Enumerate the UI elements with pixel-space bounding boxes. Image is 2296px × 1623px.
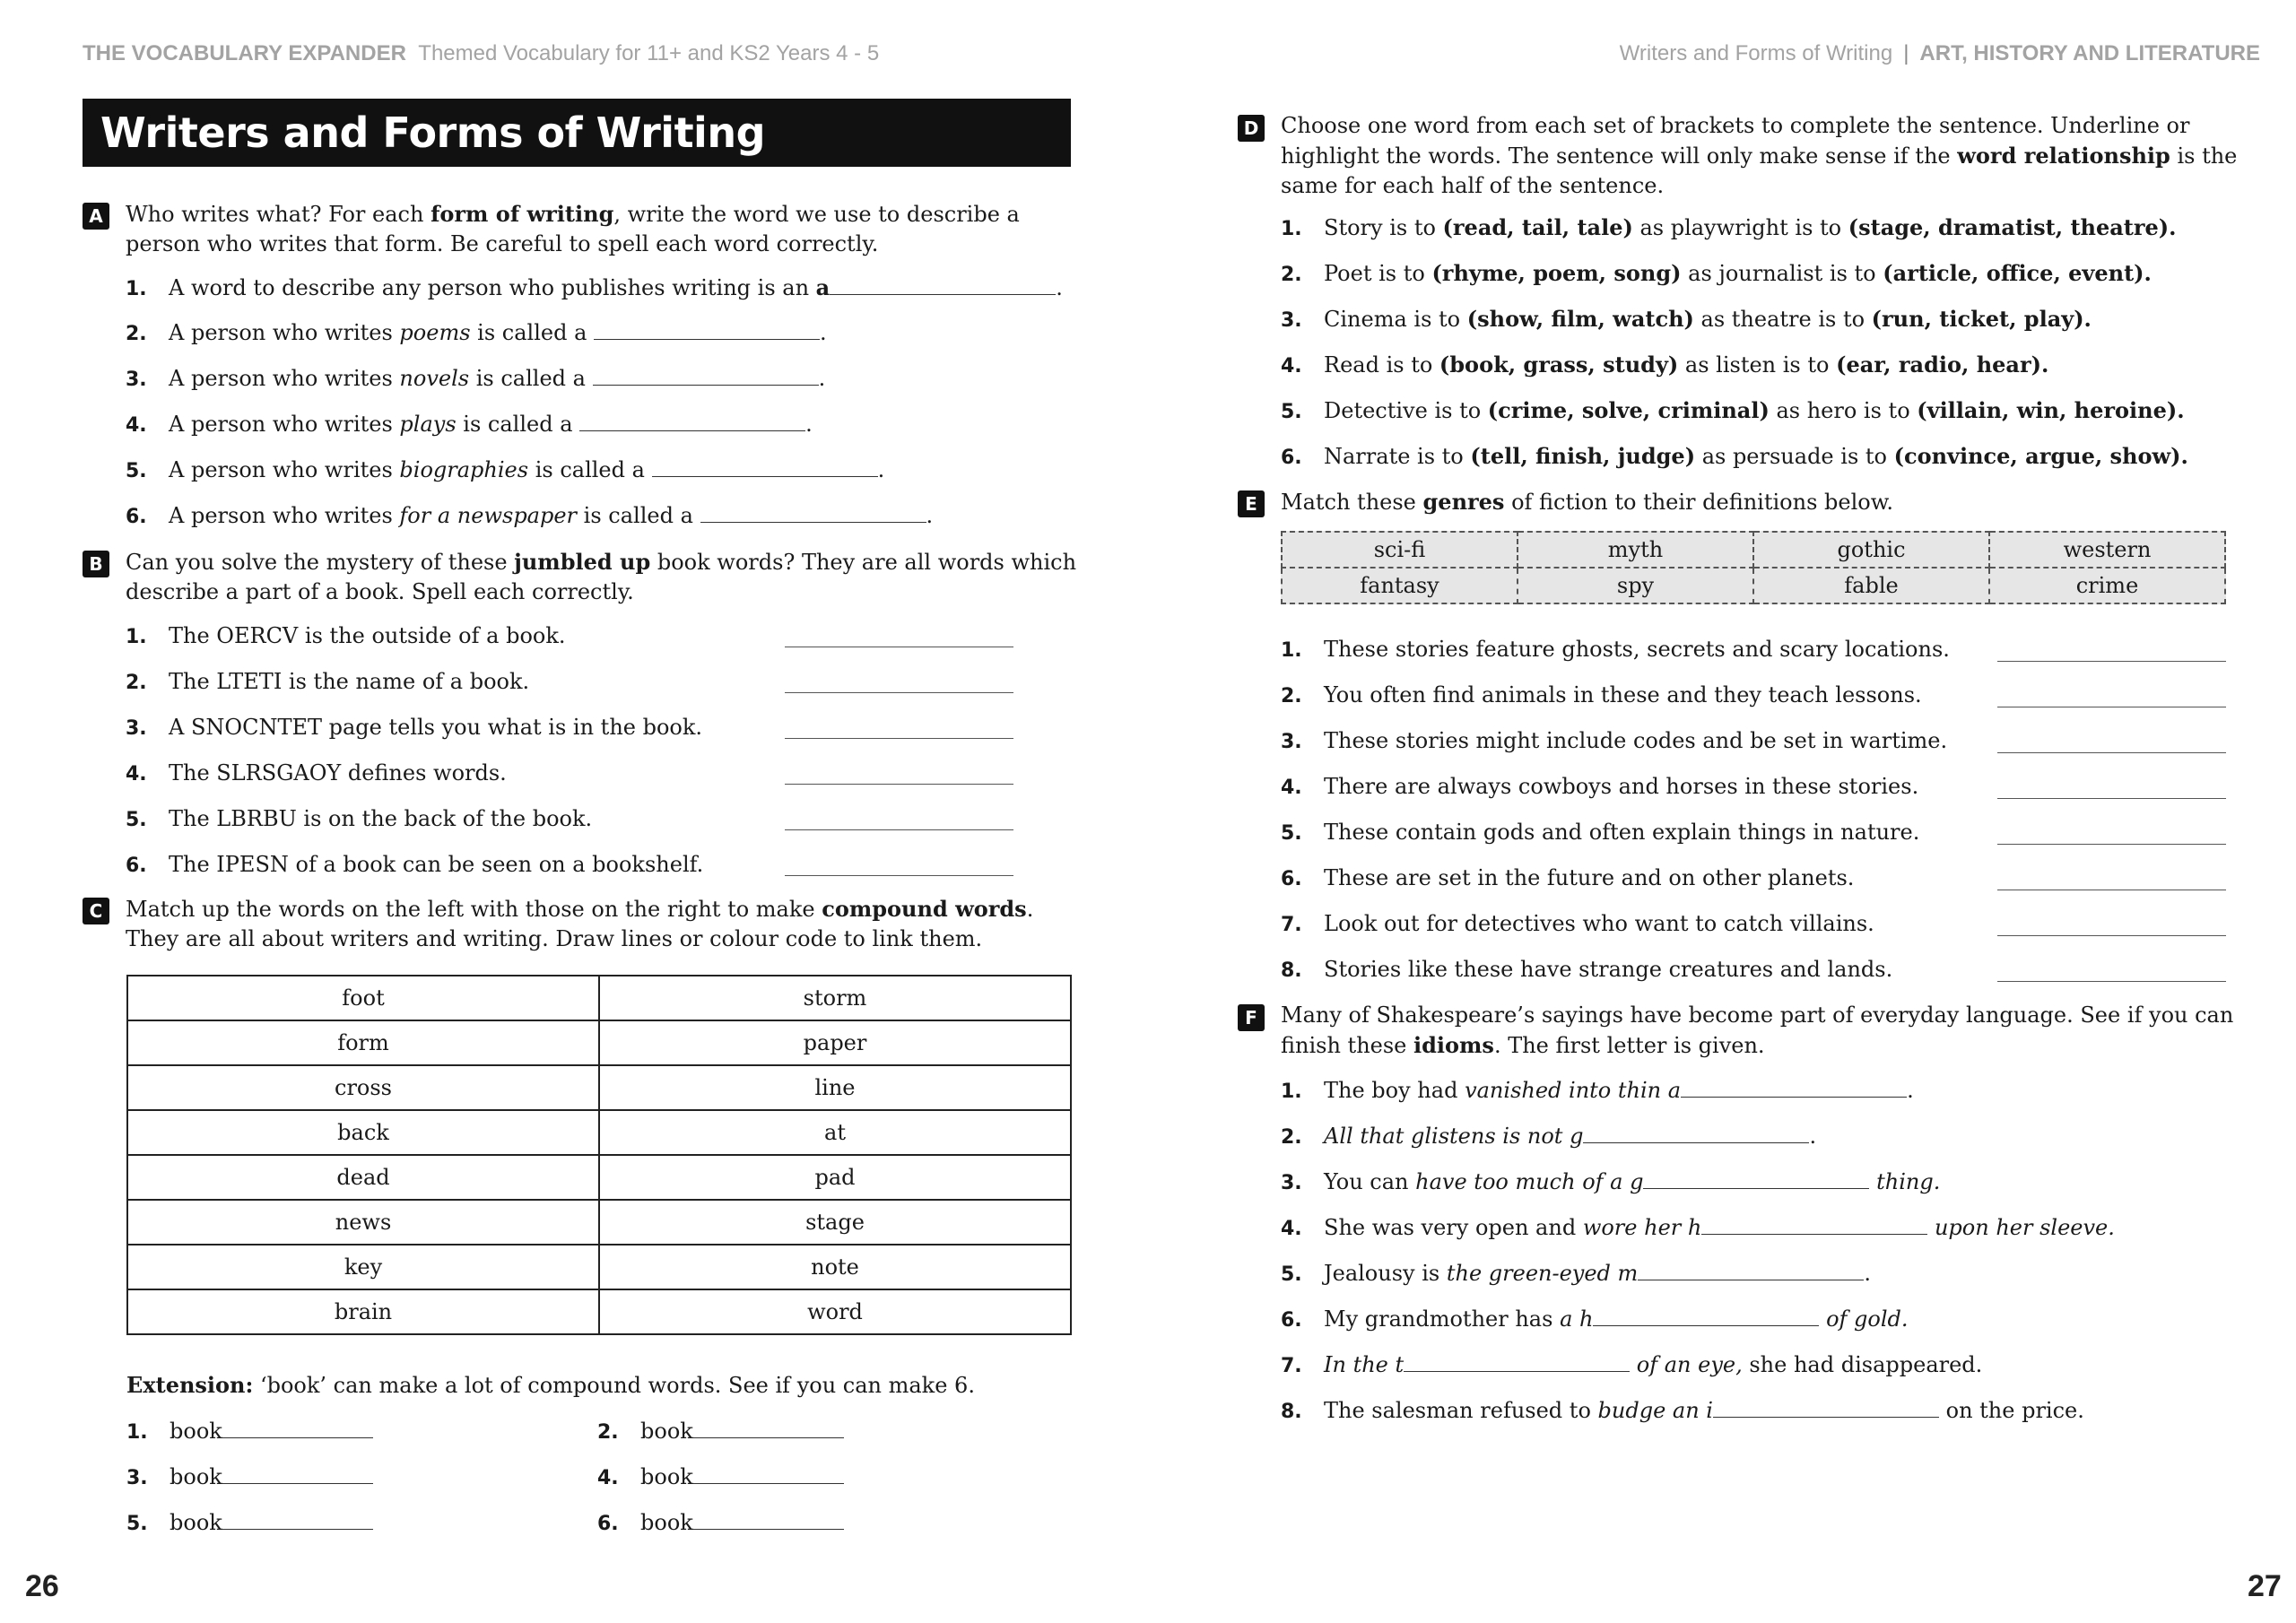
answer-line[interactable] (1997, 981, 2226, 982)
section-f-intro: Many of Shakespeare’s sayings have become part of everyday language. See if you can finish these idioms. The first letter is given. (1281, 1002, 2234, 1058)
question-d6: 6. Narrate is to (tell, finish, judge) as persuade is to (convince, argue, show). (1281, 443, 2188, 469)
genre-table (1281, 531, 2226, 604)
question-a4: 4. A person who writes plays is called a . (126, 412, 813, 437)
question-e6: 6. These are set in the future and on other planets. (1281, 865, 1855, 890)
question-b3: 3. A SNOCNTET page tells you what is in the book. (126, 715, 703, 740)
question-d3: 3. Cinema is to (show, film, watch) as theatre is to (run, ticket, play). (1281, 306, 2092, 332)
question-d5: 5. Detective is to (crime, solve, criminal) as hero is to (villain, win, heroine). (1281, 397, 2185, 423)
genre-cell: fantasy (1282, 568, 1518, 603)
section-label: ART, HISTORY AND LITERATURE (1919, 41, 2260, 65)
table-row (127, 1110, 1071, 1155)
answer-blank[interactable] (700, 502, 926, 523)
question-f2: 2. All that glistens is not g . (1281, 1124, 1817, 1149)
section-b-intro: Can you solve the mystery of these jumbled up book words? They are all words which describe a part of a book. Spell each correctly. (126, 549, 1077, 604)
answer-blank[interactable] (594, 319, 820, 340)
answer-line[interactable] (1997, 844, 2226, 845)
book-item-5: 5. book (126, 1508, 373, 1538)
question-f6: 6. My grandmother has a h of gold. (1281, 1306, 1909, 1332)
right-word[interactable]: stage (599, 1200, 1071, 1245)
book-item-4: 4. book (597, 1462, 844, 1492)
question-b6: 6. The IPESN of a book can be seen on a bookshelf. (126, 852, 704, 877)
question-f3: 3. You can have too much of a g thing. (1281, 1169, 1941, 1194)
question-e7: 7. Look out for detectives who want to catch villains. (1281, 911, 1874, 936)
answer-blank[interactable] (222, 1418, 373, 1438)
left-word[interactable]: dead (127, 1155, 599, 1200)
answer-line[interactable] (785, 875, 1013, 876)
question-e1: 1. These stories feature ghosts, secrets and scary locations. (1281, 637, 1950, 662)
page-number-left: 26 (25, 1569, 59, 1603)
section-b (83, 547, 1078, 877)
left-word[interactable]: form (127, 1020, 599, 1065)
running-header-left (83, 41, 879, 66)
section-c-intro: Match up the words on the left with those on the right to make compound words. They are all about writers and writing. Draw lines or colour code to link them. (126, 896, 1034, 951)
table-row (1282, 568, 2225, 603)
left-word[interactable]: news (127, 1200, 599, 1245)
question-d4: 4. Read is to (book, grass, study) as listen is to (ear, radio, hear). (1281, 352, 2049, 378)
book-item-2: 2. book (597, 1417, 844, 1446)
section-f-badge: F (1238, 1004, 1265, 1031)
genre-cell: sci-fi (1282, 532, 1518, 568)
answer-line[interactable] (785, 692, 1013, 693)
section-a-badge: A (83, 203, 109, 230)
answer-blank[interactable] (1643, 1168, 1869, 1189)
question-a5: 5. A person who writes biographies is called a . (126, 457, 885, 482)
table-row (127, 1289, 1071, 1334)
question-a3: 3. A person who writes novels is called a . (126, 366, 826, 391)
left-word[interactable]: brain (127, 1289, 599, 1334)
answer-blank[interactable] (593, 365, 819, 386)
question-b4: 4. The SLRSGAOY defines words. (126, 760, 507, 785)
question-e3: 3. These stories might include codes and be set in wartime. (1281, 728, 1948, 753)
book-subtitle: Themed Vocabulary for 11+ and KS2 Years 4 - 5 (418, 41, 880, 65)
question-a2: 2. A person who writes poems is called a . (126, 320, 827, 345)
answer-line[interactable] (1997, 798, 2226, 799)
section-e-intro: Match these genres of fiction to their definitions below. (1281, 489, 1894, 515)
right-word[interactable]: word (599, 1289, 1071, 1334)
extension-text: Extension: ‘book’ can make a lot of compound words. See if you can make 6. (126, 1372, 975, 1398)
right-word[interactable]: paper (599, 1020, 1071, 1065)
answer-line[interactable] (1997, 935, 2226, 936)
answer-blank[interactable] (693, 1463, 844, 1484)
answer-blank[interactable] (1404, 1351, 1630, 1372)
book-item-1: 1. book (126, 1417, 373, 1446)
table-row (1282, 532, 2225, 568)
section-b-badge: B (83, 551, 109, 577)
section-d-intro: Choose one word from each set of brackets to complete the sentence. Underline or highlight the words. The sentence will only make sense if the word relationship is the same for each half of the sentence. (1281, 113, 2238, 198)
section-f (1238, 1001, 2269, 1061)
answer-blank[interactable] (693, 1509, 844, 1530)
question-a6: 6. A person who writes for a newspaper is called a . (126, 503, 934, 528)
question-e2: 2. You often find animals in these and they teach lessons. (1281, 682, 1922, 707)
genre-cell: spy (1518, 568, 1753, 603)
section-c-badge: C (83, 898, 109, 924)
genre-cell: western (1989, 532, 2225, 568)
answer-line[interactable] (785, 829, 1013, 830)
question-b2: 2. The LTETI is the name of a book. (126, 669, 530, 694)
right-word[interactable]: at (599, 1110, 1071, 1155)
book-brand: THE VOCABULARY EXPANDER (83, 41, 406, 65)
answer-blank[interactable] (652, 456, 878, 477)
left-word[interactable]: cross (127, 1065, 599, 1110)
right-word[interactable]: line (599, 1065, 1071, 1110)
question-f4: 4. She was very open and wore her h upon her sleeve. (1281, 1215, 2115, 1240)
answer-blank[interactable] (222, 1509, 373, 1530)
answer-blank[interactable] (1638, 1260, 1864, 1280)
table-row (127, 1245, 1071, 1289)
question-f5: 5. Jealousy is the green-eyed m . (1281, 1261, 1871, 1286)
question-e8: 8. Stories like these have strange creatures and lands. (1281, 957, 1893, 982)
table-row (127, 976, 1071, 1020)
table-row (127, 1065, 1071, 1110)
table-row (127, 1020, 1071, 1065)
answer-line[interactable] (1997, 661, 2226, 662)
answer-blank[interactable] (222, 1463, 373, 1484)
question-f8: 8. The salesman refused to budge an i on the price. (1281, 1398, 2084, 1423)
compound-words-table (126, 975, 1072, 1335)
running-header-right: Writers and Forms of Writing | ART, HISTORY AND LITERATURE (1619, 41, 2260, 65)
section-a (83, 199, 1078, 528)
topic-label: Writers and Forms of Writing (1619, 41, 1893, 65)
section-c (83, 894, 1078, 954)
section-a-intro: Who writes what? For each form of writing, write the word we use to describe a person who writes that form. Be careful to spell each word correctly. (126, 201, 1020, 256)
answer-blank[interactable] (1713, 1397, 1939, 1418)
right-page (1148, 0, 2296, 1623)
genre-cell: myth (1518, 532, 1753, 568)
answer-line[interactable] (785, 784, 1013, 785)
question-e5: 5. These contain gods and often explain things in nature. (1281, 820, 1920, 845)
section-e-badge: E (1238, 490, 1265, 517)
table-row (127, 1200, 1071, 1245)
answer-blank[interactable] (1583, 1123, 1809, 1143)
question-a1: 1. A word to describe any person who publishes writing is an a . (126, 274, 1063, 300)
left-word[interactable]: foot (127, 976, 599, 1020)
answer-blank[interactable] (1681, 1077, 1907, 1098)
right-word[interactable]: storm (599, 976, 1071, 1020)
genre-cell: gothic (1753, 532, 1989, 568)
question-f7: 7. In the t of an eye, she had disappeared. (1281, 1352, 1983, 1377)
question-d2: 2. Poet is to (rhyme, poem, song) as journalist is to (article, office, event). (1281, 260, 2152, 286)
genre-cell: crime (1989, 568, 2225, 603)
genre-cell: fable (1753, 568, 1989, 603)
question-b5: 5. The LBRBU is on the back of the book. (126, 806, 593, 831)
left-word[interactable]: key (127, 1245, 599, 1289)
answer-blank[interactable] (579, 411, 805, 431)
section-e (1238, 487, 2269, 517)
right-word[interactable]: note (599, 1245, 1071, 1289)
answer-blank[interactable] (693, 1418, 844, 1438)
answer-line[interactable] (785, 738, 1013, 739)
answer-line[interactable] (1997, 752, 2226, 753)
question-e4: 4. There are always cowboys and horses in these stories. (1281, 774, 1919, 799)
book-item-6: 6. book (597, 1508, 844, 1538)
left-word[interactable]: back (127, 1110, 599, 1155)
answer-blank[interactable] (1593, 1306, 1819, 1326)
book-item-3: 3. book (126, 1462, 373, 1492)
question-f1: 1. The boy had vanished into thin a . (1281, 1078, 1914, 1103)
question-d1: 1. Story is to (read, tail, tale) as playwright is to (stage, dramatist, theatre). (1281, 214, 2177, 240)
question-b1: 1. The OERCV is the outside of a book. (126, 623, 566, 648)
right-word[interactable]: pad (599, 1155, 1071, 1200)
answer-blank[interactable] (1701, 1214, 1927, 1235)
page-title: Writers and Forms of Writing (83, 99, 1071, 167)
section-d-badge: D (1238, 115, 1265, 142)
answer-blank[interactable] (830, 274, 1056, 295)
page-number-right: 27 (2248, 1569, 2282, 1603)
table-row (127, 1155, 1071, 1200)
section-d (1238, 111, 2269, 469)
